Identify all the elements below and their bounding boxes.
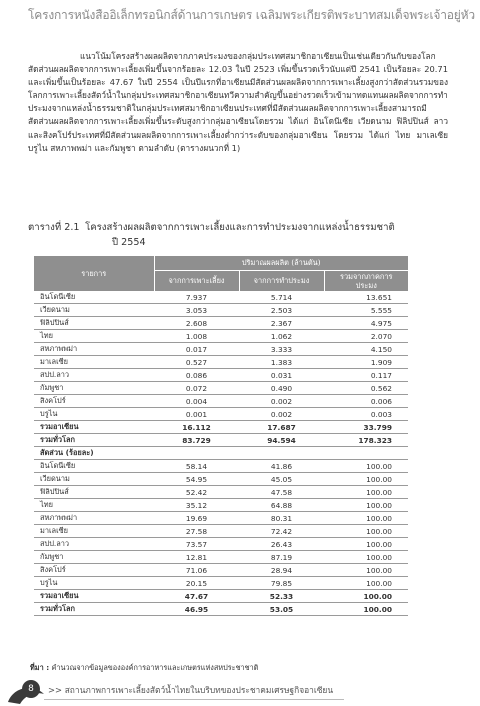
body-paragraph [28,50,448,155]
table-row [34,603,408,616]
cell-capture: 2.367 [239,317,324,330]
row-label: อินโดนีเซีย [34,460,154,473]
row-label: บรูไน [34,408,154,421]
row-label: สหภาพพม่า [34,512,154,525]
row-label: รวมอาเซียน [34,590,154,603]
table-title: โครงสร้างผลผลิตจากการเพาะเลี้ยงและการทำประมงจากแหล่งน้ำธรรมชาติ [85,222,395,233]
table-row [34,577,408,590]
cell-aqua: 47.67 [154,590,239,603]
cell-aqua: 16.112 [154,421,239,434]
row-label: มาเลเซีย [34,356,154,369]
cell-capture: 47.58 [239,486,324,499]
cell-aqua: 27.58 [154,525,239,538]
row-label: สหภาพพม่า [34,343,154,356]
source-label: ที่มา : [30,663,50,672]
cell-aqua: 7.937 [154,291,239,304]
cell-aqua: 3.053 [154,304,239,317]
cell-capture: 5.714 [239,291,324,304]
row-label: เวียดนาม [34,304,154,317]
table-row [34,395,408,408]
col-header-aqua: จากการเพาะเลี้ยง [154,271,239,292]
cell-total: 100.00 [324,499,408,512]
cell-aqua: 19.69 [154,512,239,525]
table-row [34,304,408,317]
cell-capture: 87.19 [239,551,324,564]
cell-capture: 1.062 [239,330,324,343]
cell-capture: 2.503 [239,304,324,317]
cell-total: 100.00 [324,564,408,577]
cell-aqua: 71.06 [154,564,239,577]
cell-aqua: 1.008 [154,330,239,343]
cell-aqua: 52.42 [154,486,239,499]
table-row [34,473,408,486]
cell-capture: 94.594 [239,434,324,447]
cell-aqua: 0.072 [154,382,239,395]
table-row [34,538,408,551]
cell-aqua: 12.81 [154,551,239,564]
cell-capture: 0.002 [239,395,324,408]
row-label: รวมทั่วโลก [34,603,154,616]
cell-total: 100.00 [324,551,408,564]
table-row [34,421,408,434]
running-header: โครงการหนังสืออิเล็กทรอนิกส์ด้านการเกษตร เฉลิมพระเกียรติพระบาทสมเด็จพระเจ้าอยู่หัว [28,8,475,22]
table-row [34,551,408,564]
table-row [34,408,408,421]
cell-total: 5.555 [324,304,408,317]
table-row [34,512,408,525]
row-label: กัมพูชา [34,551,154,564]
row-label: สิงคโปร์ [34,564,154,577]
cell-aqua: 0.086 [154,369,239,382]
cell-total: 178.323 [324,434,408,447]
cell-total: 100.00 [324,525,408,538]
page-number: 8 [22,680,40,698]
cell-aqua: 0.527 [154,356,239,369]
cell-total: 100.00 [324,590,408,603]
cell-total: 1.909 [324,356,408,369]
col-header-item: รายการ [34,256,154,291]
row-label: เวียดนาม [34,473,154,486]
cell-total: 13.651 [324,291,408,304]
cell-total: 100.00 [324,460,408,473]
row-label: อินโดนีเซีย [34,291,154,304]
row-label: ฟิลิปปินส์ [34,486,154,499]
col-header-capture: จากการทำประมง [239,271,324,292]
table-body [34,291,408,616]
table-row [34,317,408,330]
footer-text: >> สถานภาพการเพาะเลี้ยงสัตว์น้ำไทยในบริบทของประชาคมเศรษฐกิจอาเซียน [48,685,334,695]
cell-total: 100.00 [324,486,408,499]
cell-capture: 79.85 [239,577,324,590]
row-label: มาเลเซีย [34,525,154,538]
cell-capture: 0.031 [239,369,324,382]
table-row [34,499,408,512]
table-row [34,486,408,499]
cell-capture: 17.687 [239,421,324,434]
cell-capture: 64.88 [239,499,324,512]
cell-total: 4.975 [324,317,408,330]
table-row [34,460,408,473]
row-label: สิงคโปร์ [34,395,154,408]
cell-aqua: 46.95 [154,603,239,616]
cell-total: 0.117 [324,369,408,382]
table-row [34,291,408,304]
cell-total: 33.799 [324,421,408,434]
cell-capture: 28.94 [239,564,324,577]
cell-capture: 80.31 [239,512,324,525]
cell-aqua: 54.95 [154,473,239,486]
cell-total: 100.00 [324,603,408,616]
table-title-continued: ปี 2554 [112,237,146,248]
table-row [34,382,408,395]
row-label: ฟิลิปปินส์ [34,317,154,330]
cell-aqua: 73.57 [154,538,239,551]
cell-aqua: 83.729 [154,434,239,447]
cell-total: 100.00 [324,577,408,590]
cell-total: 0.562 [324,382,408,395]
row-label: สปป.ลาว [34,538,154,551]
table-row [34,356,408,369]
cell-total: 2.070 [324,330,408,343]
row-label: ไทย [34,499,154,512]
cell-capture: 45.05 [239,473,324,486]
cell-total: 0.006 [324,395,408,408]
cell-capture: 72.42 [239,525,324,538]
cell-aqua: 2.608 [154,317,239,330]
cell-total: 0.003 [324,408,408,421]
col-header-group: ปริมาณผลผลิต (ล้านตัน) [154,256,408,271]
production-table [34,256,408,616]
row-label: กัมพูชา [34,382,154,395]
share-section-label: สัดส่วน (ร้อยละ) [34,447,408,460]
section-row-share [34,447,408,460]
cell-total: 4.150 [324,343,408,356]
cell-aqua: 58.14 [154,460,239,473]
cell-capture: 41.86 [239,460,324,473]
cell-capture: 0.002 [239,408,324,421]
cell-aqua: 0.001 [154,408,239,421]
cell-capture: 53.05 [239,603,324,616]
row-label: รวมอาเซียน [34,421,154,434]
footer-divider [44,699,344,700]
table-row [34,343,408,356]
table-row [34,369,408,382]
cell-aqua: 35.12 [154,499,239,512]
row-label: บรูไน [34,577,154,590]
table-caption [28,220,448,250]
cell-capture: 1.383 [239,356,324,369]
table-row [34,330,408,343]
row-label: ไทย [34,330,154,343]
cell-aqua: 0.017 [154,343,239,356]
table-number: ตารางที่ 2.1 [28,222,80,233]
table-row [34,434,408,447]
cell-total: 100.00 [324,512,408,525]
cell-total: 100.00 [324,538,408,551]
col-header-total: รวมจากภาคการประมง [324,271,408,292]
table-row [34,525,408,538]
cell-aqua: 0.004 [154,395,239,408]
row-label: สปป.ลาว [34,369,154,382]
cell-capture: 0.490 [239,382,324,395]
source-text: คำนวณจากข้อมูลขององค์การอาหารและเกษตรแห่งสหประชาชาติ [51,663,259,672]
paragraph-text: แนวโน้มโครงสร้างผลผลิตจากภาคประมงของกลุ่มประเทศสมาชิกอาเซียนเป็นเช่นเดียวกันกับของโลก สัดส่วนผลผลิตจากการเพาะเลี้ยงเพิ่มขึ้นจากร้อยละ 12.03 ในปี 2523 เพิ่มขึ้นรวดเร็วนับแต่ปี 2541 เป็นร้อยละ 20.71 และเพิ่มขึ้นเป็นร้อยละ 47.67 ในปี 2554 เป็นปีแรกที่อาเซียนมีสัดส่วนผลผลิตจากการเพาะเลี้ยงสูงกว่าสัดส่วนรวมของโลกการเพาะเลี้ยงสัตว์น้ำในกลุ่มประเทศสมาชิกอาเซียนทวีความสำคัญขึ้นอย่างรวดเร็วเข้ามาทดแทนผลผลิตจากการทำประมงจากแหล่งน้ำธรรมชาติในกลุ่มประเทศสมาชิกอาเซียนประเทศที่มีสัดส่วนผลผลิตจากการเพาะเลี้ยงสามารถมีสัดส่วนผลผลิตจากการเพาะเลี้ยงเพิ่มขึ้นระดับสูงกว่ากลุ่มอาเซียนโดยรวม ได้แก่ อินโดนีเซีย เวียดนาม ฟิลิปปินส์ ลาว และสิงคโปร์ประเทศที่มีสัดส่วนผลผลิตจากการเพาะเลี้ยงต่ำกว่าระดับของกลุ่มอาเซียน โดยรวม ได้แก่ ไทย มาเลเซีย บรูไน สหภาพพม่า และกัมพูชา ตามลำดับ (ตารางผนวกที่ 1) [28,51,448,153]
row-label: รวมทั่วโลก [34,434,154,447]
cell-capture: 52.33 [239,590,324,603]
table-row [34,590,408,603]
cell-aqua: 20.15 [154,577,239,590]
table-row [34,564,408,577]
table-source [30,663,258,674]
cell-capture: 3.333 [239,343,324,356]
cell-capture: 26.43 [239,538,324,551]
cell-total: 100.00 [324,473,408,486]
